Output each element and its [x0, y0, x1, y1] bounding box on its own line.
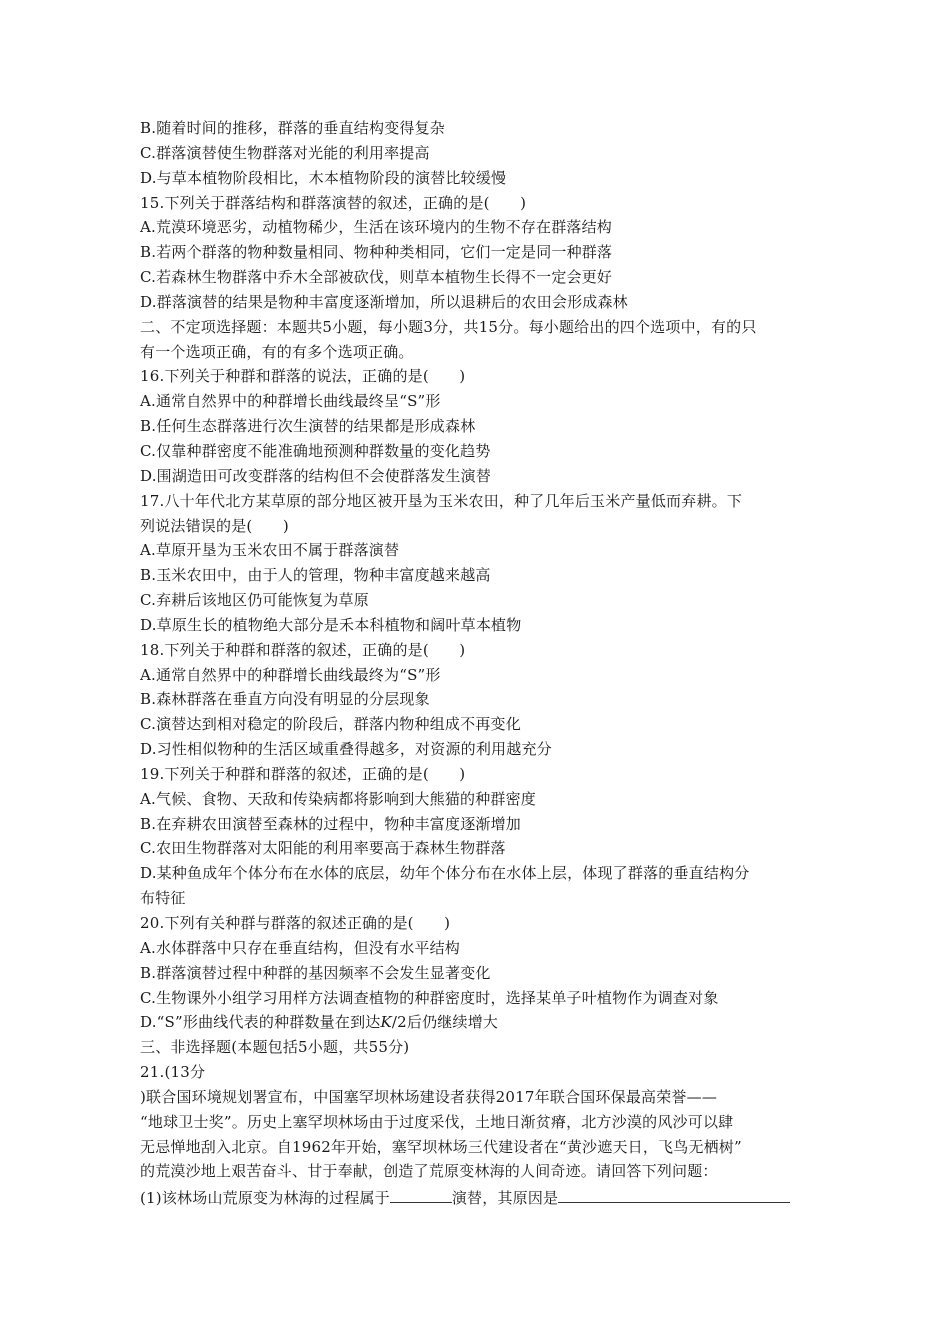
option-17b: B.玉米农田中，由于人的管理，物种丰富度越来越高 [140, 566, 491, 585]
option-19d: D.某种鱼成年个体分布在水体的底层，幼年个体分布在水体上层，体现了群落的垂直结构分 [140, 864, 750, 883]
option-20d [140, 1010, 820, 1035]
option-18d: D.习性相似物种的生活区域重叠得越多，对资源的利用越充分 [140, 740, 552, 759]
document-page [140, 116, 820, 1209]
option-15a: A.荒漠环境恶劣，动植物稀少，生活在该环境内的生物不存在群落结构 [140, 218, 613, 237]
option-16b: B.任何生态群落进行次生演替的结果都是形成森林 [140, 417, 476, 436]
question-20: 20.下列有关种群与群落的叙述正确的是( ) [140, 914, 451, 932]
option-14c: C.群落演替使生物群落对光能的利用率提高 [140, 143, 430, 162]
option-15c: C.若森林生物群落中乔木全部被砍伐，则草本植物生长得不一定会更好 [140, 268, 613, 287]
question-17: 17.八十年代北方某草原的部分地区被开垦为玉米农田，种了几年后玉米产量低而弃耕。下 [140, 491, 743, 510]
option-19b: B.在弃耕农田演替至森林的过程中，物种丰富度逐渐增加 [140, 814, 521, 833]
question-21-part-1-text-b: 演替，其原因是 [451, 1189, 559, 1208]
question-19: 19.下列关于种群和群落的叙述，正确的是( ) [140, 764, 466, 783]
option-20d-k-symbol: K [380, 1013, 392, 1032]
question-21-part-1 [140, 1184, 820, 1209]
option-19a: A.气候、食物、天敌和传染病都将影响到大熊猫的种群密度 [140, 789, 537, 808]
option-15b: B.若两个群落的物种数量相同、物种种类相同，它们一定是同一种群落 [140, 243, 613, 262]
option-16c: C.仅靠种群密度不能准确地预测种群数量的变化趋势 [140, 441, 491, 460]
option-18c: C.演替达到相对稳定的阶段后，群落内物种组成不再变化 [140, 715, 521, 734]
option-14d: D.与草本植物阶段相比，木本植物阶段的演替比较缓慢 [140, 168, 507, 187]
question-21-text-4: 的荒漠沙地上艰苦奋斗、甘于奉献，创造了荒原变林海的人间奇迹。请回答下列问题： [140, 1162, 718, 1181]
option-16a: A.通常自然界中的种群增长曲线最终呈“S”形 [140, 392, 441, 411]
option-19d-cont: 布特征 [140, 889, 186, 908]
option-20b: B.群落演替过程中种群的基因频率不会发生显著变化 [140, 963, 491, 982]
question-21-text-2: “地球卫士奖”。历史上塞罕坝林场由于过度采伐，土地日渐贫瘠，北方沙漠的风沙可以肆 [140, 1112, 734, 1131]
question-21-text-3: 无忌惮地刮入北京。自1962年开始，塞罕坝林场三代建设者在“黄沙遮天日，飞鸟无栖树” [140, 1137, 742, 1156]
question-16: 16.下列关于种群和群落的说法，正确的是( ) [140, 367, 466, 386]
option-16d: D.围湖造田可改变群落的结构但不会使群落发生演替 [140, 466, 492, 485]
option-18a: A.通常自然界中的种群增长曲线最终为“S”形 [140, 665, 441, 684]
question-17-cont: 列说法错误的是( ) [140, 516, 289, 535]
option-17a: A.草原开垦为玉米农田不属于群落演替 [140, 541, 400, 560]
question-21-head: 21.(13分 [140, 1063, 206, 1082]
option-19c: C.农田生物群落对太阳能的利用率要高于森林生物群落 [140, 839, 506, 858]
option-17d: D.草原生长的植物绝大部分是禾本科植物和阔叶草本植物 [140, 615, 522, 634]
option-15d: D.群落演替的结果是物种丰富度逐渐增加，所以退耕后的农田会形成森林 [140, 292, 628, 311]
question-18: 18.下列关于种群和群落的叙述，正确的是( ) [140, 640, 466, 659]
option-18b: B.森林群落在垂直方向没有明显的分层现象 [140, 690, 430, 709]
option-20d-text-b: /2后仍继续增大 [391, 1013, 499, 1032]
section-3-heading: 三、非选择题(本题包括5小题，共55分) [140, 1038, 410, 1057]
answer-blank-succession-type[interactable] [390, 1184, 452, 1203]
option-20c: C.生物课外小组学习用样方法调查植物的种群密度时，选择某单子叶植物作为调查对象 [140, 988, 719, 1007]
option-20d-text-a: D.“S”形曲线代表的种群数量在到达 [140, 1013, 381, 1032]
section-2-heading-cont: 有一个选项正确，有的有多个选项正确。 [140, 342, 414, 361]
answer-blank-reason[interactable] [558, 1184, 790, 1203]
option-14b: B.随着时间的推移，群落的垂直结构变得复杂 [140, 119, 445, 137]
question-15: 15.下列关于群落结构和群落演替的叙述，正确的是( ) [140, 193, 527, 212]
question-21-part-1-text-a: (1)该林场山荒原变为林海的过程属于 [140, 1189, 390, 1208]
section-2-heading: 二、不定项选择题：本题共5小题，每小题3分，共15分。每小题给出的四个选项中，有的只 [140, 317, 757, 336]
option-17c: C.弃耕后该地区仍可能恢复为草原 [140, 591, 369, 610]
option-20a: A.水体群落中只存在垂直结构，但没有水平结构 [140, 938, 461, 957]
question-21-text-1: )联合国环境规划署宣布，中国塞罕坝林场建设者获得2017年联合国环保最高荣誉—— [140, 1087, 718, 1106]
